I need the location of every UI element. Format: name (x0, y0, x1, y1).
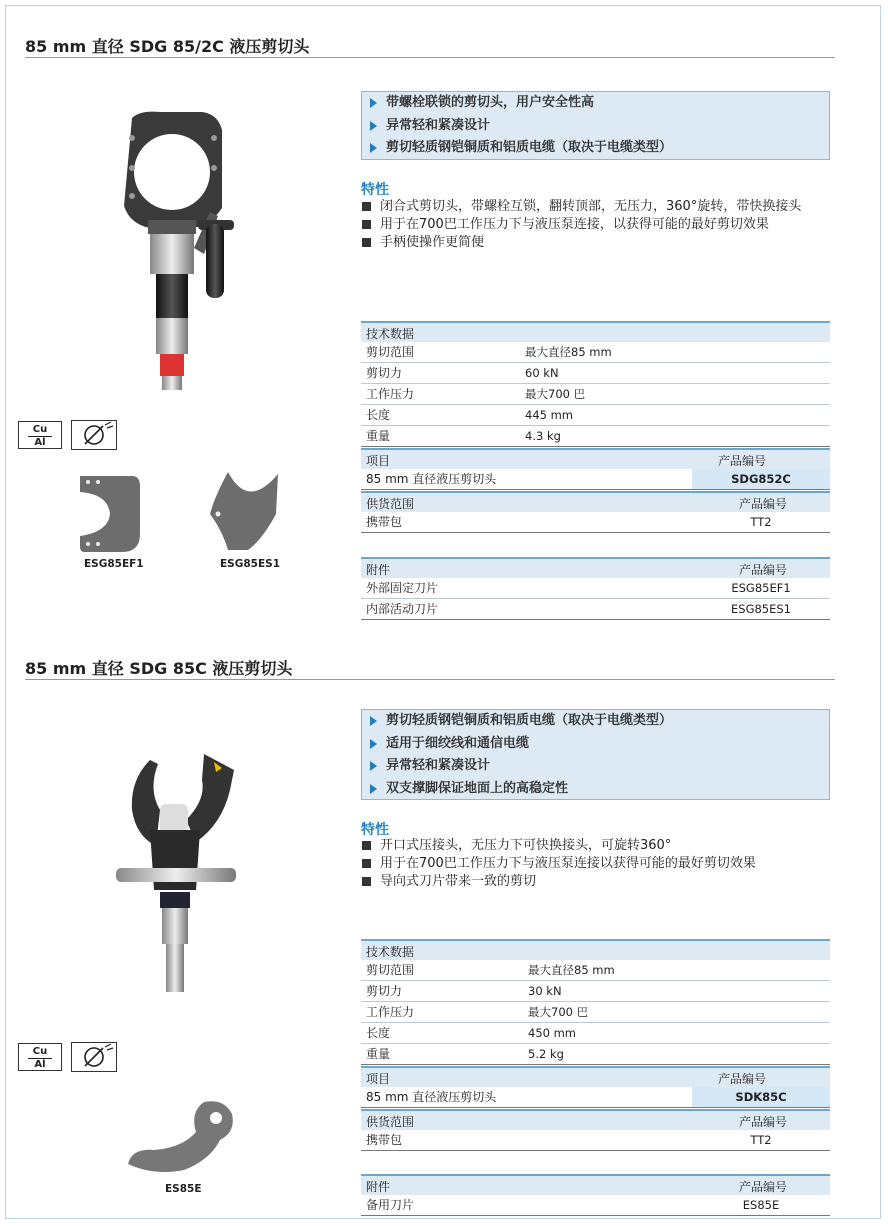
blade-caption: ESG85ES1 (220, 558, 281, 570)
row-label: 工作压力 (366, 1005, 415, 1019)
table-row (361, 578, 830, 599)
feature-text: 导向式刀片带来一致的剪切 (380, 874, 537, 889)
item-code: SDK85C (692, 1087, 830, 1107)
row-label: 剪切力 (366, 366, 403, 380)
row-label: 剪切力 (366, 984, 403, 998)
header-code: 产品编号 (738, 1180, 787, 1194)
row-value: 5.2 kg (528, 1047, 564, 1061)
header-accessories: 附件 (366, 563, 391, 577)
feature-item (361, 216, 831, 234)
accessory-code: ESG85EF1 (731, 581, 791, 595)
row-label: 剪切范围 (366, 963, 415, 977)
feature-text: 闭合式剪切头，带螺栓互锁，翻转顶部，无压力，360°旋转，带快换接头 (380, 199, 802, 214)
highlight-text: 异常轻和紧凑设计 (386, 758, 491, 773)
row-value: 4.3 kg (525, 429, 561, 443)
table-row (361, 1130, 830, 1151)
header-supply: 供货范围 (366, 1115, 415, 1129)
arrow-icon (370, 739, 377, 749)
table-row (361, 363, 830, 384)
table-row (361, 426, 830, 447)
features-heading: 特性 (361, 822, 389, 838)
blade-caption: ES85E (165, 1183, 202, 1195)
highlight-item (362, 778, 829, 801)
highlight-text: 带螺栓联锁的剪切头，用户安全性高 (386, 95, 595, 110)
highlights-box (361, 709, 830, 800)
accessories-table (361, 557, 830, 620)
row-label: 长度 (366, 1026, 391, 1040)
feature-item (361, 837, 831, 855)
row-value: 最大700 巴 (528, 1005, 589, 1019)
header-code: 产品编号 (717, 454, 766, 468)
table-header (361, 1109, 830, 1130)
accessory-name: 内部活动刀片 (366, 602, 439, 616)
row-value: 最大700 巴 (525, 387, 586, 401)
blade-image-esg85ef1 (76, 472, 142, 558)
row-value: 30 kN (528, 984, 562, 998)
bullet-icon (362, 859, 371, 868)
accessory-name: 备用刀片 (366, 1198, 415, 1212)
table-row (361, 342, 830, 363)
header-code: 产品编号 (738, 1115, 787, 1129)
highlight-item (362, 115, 829, 138)
table-row (361, 1023, 830, 1044)
table-row (361, 1044, 830, 1065)
header-item: 项目 (366, 454, 391, 468)
highlight-item (362, 92, 829, 115)
feature-text: 开口式压接头，无压力下可快换接头，可旋转360° (380, 838, 672, 853)
blade-image-es85e (124, 1098, 240, 1176)
accessory-name: 外部固定刀片 (366, 581, 439, 595)
arrow-icon (370, 143, 377, 153)
table-header: 技术数据 (361, 939, 830, 960)
highlight-text: 双支撑脚保证地面上的高稳定性 (386, 780, 569, 796)
accessories-table (361, 1174, 830, 1216)
highlights-box (361, 91, 830, 160)
feature-item (361, 198, 831, 216)
cu-label: Cu (28, 1046, 52, 1059)
table-row (361, 469, 830, 490)
arrow-icon (370, 98, 377, 108)
item-name: 85 mm 直径液压剪切头 (366, 472, 497, 486)
arrow-icon (370, 121, 377, 131)
blade-image-esg85es1 (208, 470, 284, 556)
table-header: 技术数据 (361, 321, 830, 342)
cu-al-material-icon (18, 421, 62, 449)
feature-item (361, 234, 831, 252)
tech-data-table (361, 321, 830, 447)
highlight-item (362, 710, 829, 733)
header-item: 项目 (366, 1072, 391, 1086)
table-header (361, 1174, 830, 1195)
highlight-text: 剪切轻质钢铠铜质和铝质电缆（取决于电缆类型） (386, 713, 673, 728)
cutter-icon (71, 420, 117, 450)
row-label: 剪切范围 (366, 345, 415, 359)
supply-code: TT2 (750, 1133, 772, 1147)
bullet-icon (362, 238, 371, 247)
table-row (361, 981, 830, 1002)
section-divider (25, 679, 835, 680)
table-row (361, 384, 830, 405)
header-supply: 供货范围 (366, 497, 415, 511)
arrow-icon (370, 761, 377, 771)
section-divider (25, 57, 835, 58)
features-list (361, 198, 831, 252)
al-label: Al (34, 437, 46, 448)
bullet-icon (362, 202, 371, 211)
highlight-text: 剪切轻质钢铠铜质和铝质电缆（取决于电缆类型） (386, 140, 673, 155)
supply-name: 携带包 (366, 1133, 403, 1147)
item-table (361, 448, 830, 490)
cu-label: Cu (28, 424, 52, 437)
supply-table (361, 1109, 830, 1151)
feature-item (361, 873, 831, 891)
table-row (361, 1195, 830, 1216)
highlight-item (362, 755, 829, 778)
arrow-icon (370, 716, 377, 726)
table-row (361, 405, 830, 426)
header-code: 产品编号 (717, 1072, 766, 1086)
product-image-sdk85c (110, 750, 250, 1000)
row-label: 长度 (366, 408, 391, 422)
cutter-icon (71, 1042, 117, 1072)
feature-item (361, 855, 831, 873)
row-value: 450 mm (528, 1026, 577, 1040)
table-header (361, 448, 830, 469)
bullet-icon (362, 841, 371, 850)
header-code: 产品编号 (738, 563, 787, 577)
accessory-code: ESG85ES1 (731, 602, 791, 616)
feature-text: 用于在700巴工作压力下与液压泵连接，以获得可能的最好剪切效果 (380, 217, 769, 232)
item-code: SDG852C (692, 469, 830, 489)
row-value: 60 kN (525, 366, 559, 380)
feature-text: 手柄使操作更简便 (380, 235, 485, 250)
item-table (361, 1066, 830, 1108)
row-value: 445 mm (525, 408, 574, 422)
row-label: 重量 (366, 1047, 391, 1061)
table-row (361, 960, 830, 981)
header-accessories: 附件 (366, 1180, 391, 1194)
highlight-item (362, 137, 829, 160)
blade-caption: ESG85EF1 (84, 558, 144, 570)
table-row (361, 1002, 830, 1023)
table-row (361, 599, 830, 620)
highlight-text: 适用于细绞线和通信电缆 (386, 735, 530, 751)
arrow-icon (370, 784, 377, 794)
highlight-text: 异常轻和紧凑设计 (386, 117, 491, 133)
row-label: 工作压力 (366, 387, 415, 401)
table-header (361, 491, 830, 512)
tech-data-table (361, 939, 830, 1065)
row-label: 重量 (366, 429, 391, 443)
bullet-icon (362, 220, 371, 229)
product-image-sdg852c (110, 108, 250, 398)
feature-text: 用于在700巴工作压力下与液压泵连接以获得可能的最好剪切效果 (380, 856, 756, 871)
row-value: 最大直径85 mm (525, 345, 612, 359)
highlight-item (362, 733, 829, 756)
section-title: 85 mm 直径 SDG 85C 液压剪切头 (25, 659, 293, 678)
al-label: Al (34, 1059, 46, 1070)
table-row (361, 1087, 830, 1108)
table-header (361, 557, 830, 578)
bullet-icon (362, 877, 371, 886)
section-title: 85 mm 直径 SDG 85/2C 液压剪切头 (25, 37, 310, 56)
supply-table (361, 491, 830, 533)
cu-al-material-icon (18, 1043, 62, 1071)
row-value: 最大直径85 mm (528, 963, 615, 977)
supply-code: TT2 (750, 515, 772, 529)
header-code: 产品编号 (738, 497, 787, 511)
features-list (361, 837, 831, 891)
table-header (361, 1066, 830, 1087)
supply-name: 携带包 (366, 515, 403, 529)
accessory-code: ES85E (742, 1198, 780, 1212)
item-name: 85 mm 直径液压剪切头 (366, 1090, 497, 1104)
features-heading: 特性 (361, 182, 389, 198)
table-row (361, 512, 830, 533)
